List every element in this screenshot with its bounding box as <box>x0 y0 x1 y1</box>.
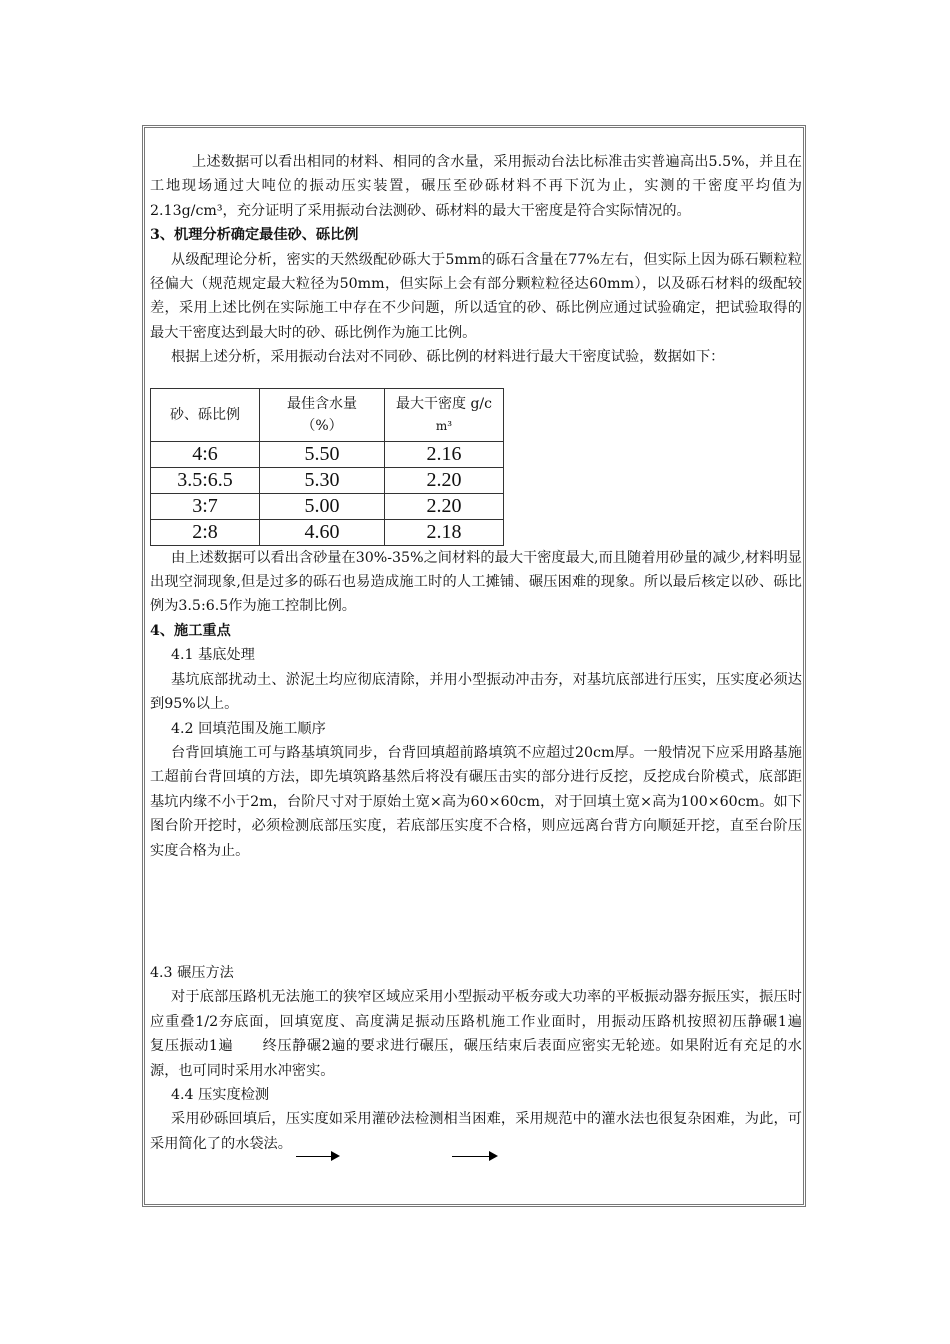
table-header-row <box>151 388 504 441</box>
heading-section-4: 4、施工重点 <box>150 622 231 639</box>
paragraph-ratio-conclusion: 由上述数据可以看出含砂量在30%-35%之间材料的最大干密度最大,而且随着用砂量的减少,材料明显出现空洞现象,但是过多的砾石也易造成施工时的人工摊铺、碾压困难的现象。所以最后核定以砂、砾比例为3.5:6.5作为施工控制比例。 <box>150 549 802 615</box>
document-body <box>150 150 831 1156</box>
paragraph-gradation-analysis: 从级配理论分析，密实的天然级配砂砾大于5mm的砾石含量在77%左右，但实际上因为砾石颗粒粒径偏大（规范规定最大粒径为50mm，但实际上会有部分颗粒粒径达60mm），以及砾石材料的级配较差，采用上述比例在实际施工中存在不少问题，所以适宜的砂、砾比例应通过试验确定，把试验取得的最大干密度达到最大时的砂、砾比例作为施工比例。 <box>150 251 802 341</box>
cell-ratio: 3:7 <box>151 493 260 519</box>
table-row <box>151 467 504 493</box>
arrow-right-icon <box>296 1156 338 1157</box>
ratio-test-table <box>150 388 504 546</box>
paragraph-backfill-range: 台背回填施工可与路基填筑同步，台背回填超前路填筑不应超过20cm厚。一般情况下应采用路基施工超前台背回填的方法，即先填筑路基然后将没有碾压击实的部分进行反挖，反挖成台阶模式，底部距基坑内缘不小于2m，台阶尺寸对于原始土宽×高为60×60cm，对于回填土宽×高为100×60cm。如下图台阶开挖时，必须检测底部压实度，若底部压实度不合格，则应远离台背方向顺延开挖，直至台阶压实度合格为止。 <box>150 744 802 859</box>
table-header-water <box>260 388 385 441</box>
cell-ratio: 3.5:6.5 <box>151 467 260 493</box>
table-row <box>151 519 504 545</box>
subheading-4-4: 4.4 压实度检测 <box>171 1086 270 1103</box>
arrow-right-icon <box>452 1156 496 1157</box>
table-header-ratio: 砂、砾比例 <box>151 388 260 441</box>
heading-section-3: 3、机理分析确定最佳砂、砾比例 <box>150 227 359 244</box>
subheading-4-2: 4.2 回填范围及施工顺序 <box>171 720 326 737</box>
paragraph-compaction-test: 采用砂砾回填后，压实度如采用灌砂法检测相当困难，采用规范中的灌水法也很复杂困难，为此，可采用简化了的水袋法。 <box>150 1111 802 1152</box>
figure-placeholder <box>150 863 802 961</box>
table-header-water-line1: 最佳含水量 <box>287 395 357 412</box>
cell-water: 5.30 <box>260 467 385 493</box>
subheading-4-3: 4.3 碾压方法 <box>150 964 234 981</box>
paragraph-conclusion-1: 上述数据可以看出相同的材料、相同的含水量，采用振动台法比标准击实普遍高出5.5%，并且在工地现场通过大吨位的振动压实装置，碾压至砂砾材料不再下沉为止，实测的干密度平均值为2.13g/cm³，充分证明了采用振动台法测砂、砾材料的最大干密度是符合实际情况的。 <box>150 154 802 219</box>
cell-water: 5.50 <box>260 441 385 467</box>
table-row <box>151 441 504 467</box>
cell-ratio: 2:8 <box>151 519 260 545</box>
table-header-density <box>385 388 504 441</box>
cell-density: 2.18 <box>385 519 504 545</box>
cell-density: 2.20 <box>385 467 504 493</box>
cell-water: 5.00 <box>260 493 385 519</box>
paragraph-test-intro: 根据上述分析，采用振动台法对不同砂、砾比例的材料进行最大干密度试验，数据如下： <box>171 349 725 366</box>
paragraph-base-treatment: 基坑底部扰动土、淤泥土均应彻底清除，并用小型振动冲击夯，对基坑底部进行压实，压实度必须达到95%以上。 <box>150 671 802 713</box>
table-row <box>151 493 504 519</box>
table-header-water-line2: （%） <box>301 417 343 434</box>
table-header-density-line1: 最大干密度 g/c <box>396 395 492 412</box>
cell-density: 2.16 <box>385 441 504 467</box>
subheading-4-1: 4.1 基底处理 <box>171 647 255 664</box>
cell-ratio: 4:6 <box>151 441 260 467</box>
table-header-density-line2: m³ <box>435 418 453 433</box>
cell-water: 4.60 <box>260 519 385 545</box>
paragraph-compaction-method: 对于底部压路机无法施工的狭窄区域应采用小型振动平板夯或大功率的平板振动器夯振压实，振压时应重叠1/2夯底面，回填宽度、高度满足振动压路机施工作业面时，用振动压路机按照初压静碾1遍 复压振动1遍 终压静碾2遍的要求进行碾压，碾压结束后表面应密实无轮迹。如果附近有充足的水源，也可同时采用水冲密实。 <box>150 989 831 1079</box>
cell-density: 2.20 <box>385 493 504 519</box>
